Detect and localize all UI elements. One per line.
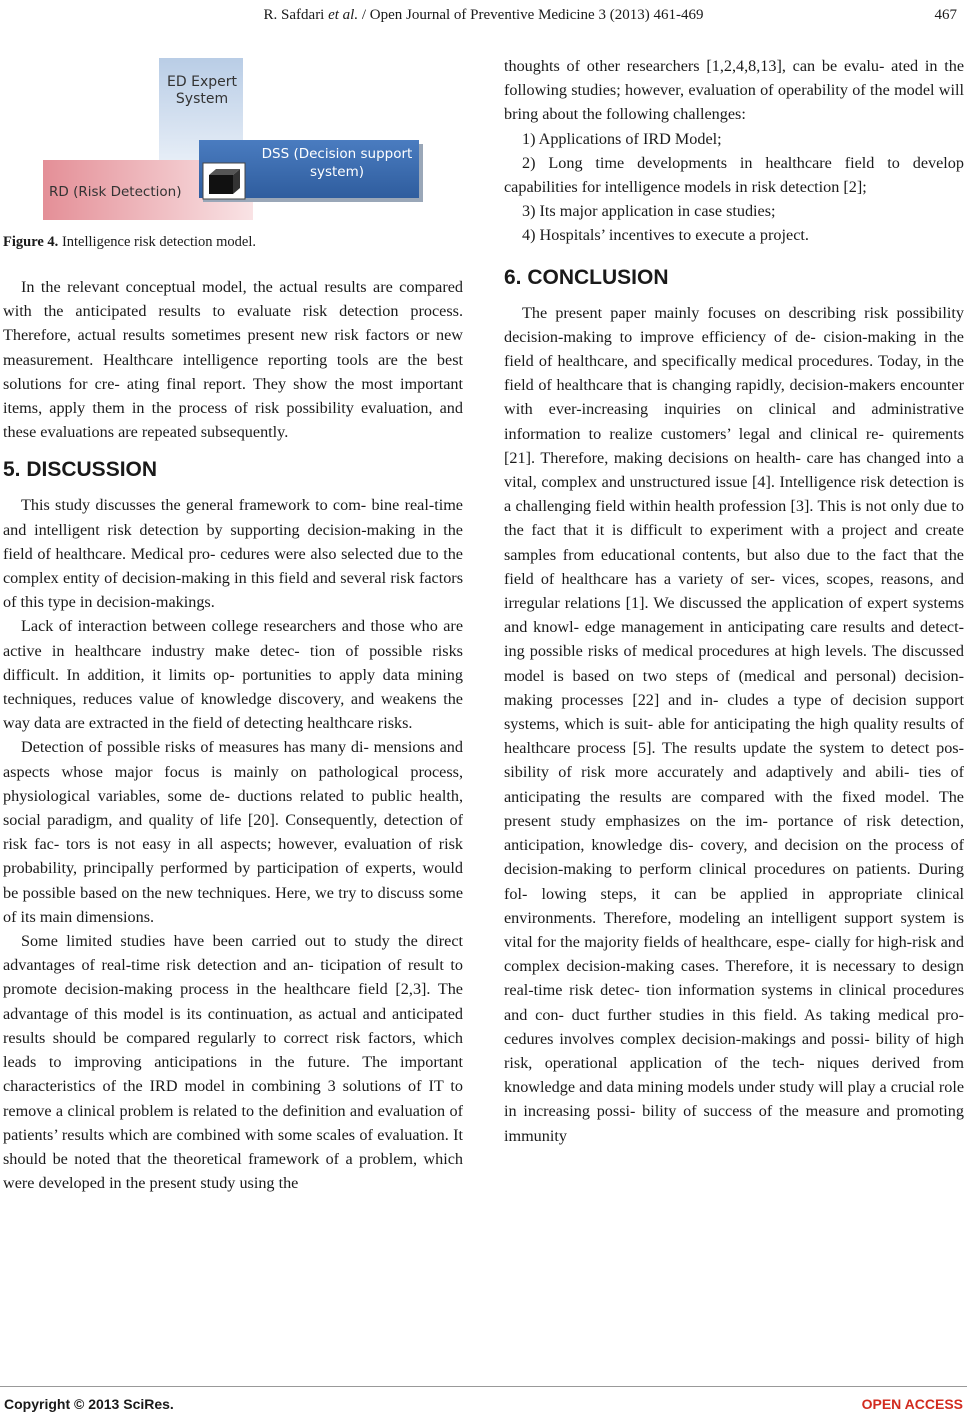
challenge-item-2: 2) Long time developments in healthcare field to develop capabilities for intelligence models in risk detection [2]; xyxy=(504,153,964,197)
dss-label-line2: system) xyxy=(309,164,365,180)
ed-label-line2: System xyxy=(175,91,229,107)
discussion-paragraph-1: This study discusses the general framework to com- bine real-time and intelligent risk detection by supporting decision-making in the field of healthcare. Medical pro- cedures were also selected due to the complex entity of decision-making in this field and several risk factors of this type in decision-makings. xyxy=(3,496,463,612)
cube-icon xyxy=(209,169,240,194)
dss-label-line1: DSS (Decision support xyxy=(261,146,413,162)
discussion-heading: 5. DISCUSSION xyxy=(3,458,158,482)
intro-paragraph: In the relevant conceptual model, the actual results are compared with the anticipated results to evaluate risk detection process. Therefore, actual results sometimes present new risk factors or new measurement. Healthcare intelligence reporting tools are the best solutions for cre- ating final report. They show the most important items, apply them in the process of risk possibility evaluation, and these evaluations are repeated subsequently. xyxy=(3,278,463,442)
journal-citation xyxy=(0,5,967,25)
ed-label-line1: ED Expert xyxy=(167,74,237,90)
challenge-item-4: 4) Hospitals’ incentives to execute a project. xyxy=(522,226,809,245)
discussion-paragraph-3: Detection of possible risks of measures has many di- mensions and aspects whose major focus is mainly on pathological process, physiological variables, some de- ductions related to public health, social paradigm, and quality of life [20]. Consequently, detection of risk fac- tors is not easy in all aspects; however, evaluation of risk probability, principally performed by participation of experts, would be possible based on the new techniques. Here, we try to discuss some of its main dimensions. xyxy=(3,738,463,926)
discussion-paragraph-4: Some limited studies have been carried out to study the direct advantages of real-time risk detection and an- ticipation of result to promote decision-making process in the healthcare field [2,3]. The advantage of this model is its continuation, as actual and anticipated results should be compared regularly to correct risk factors, which leads to improving anticipations in the future. The important characteristics of the IRD model in combining 3 solutions of IT to remove a clinical problem is related to the definition and evaluation of patients’ results which are combined with some scales of evaluation. It should be noted that the theoretical framework of a problem, which were developed in the present study using the xyxy=(3,932,463,1193)
risk-detection-model-diagram xyxy=(39,58,429,224)
figure-4 xyxy=(3,54,463,232)
discussion-paragraph-2: Lack of interaction between college researchers and those who are active in healthcare industry make detec- tion of possible risks difficult. In addition, it limits op- portunities to apply data mining techniques, reduces value of knowledge discovery, and weakens the way data are extracted in the field of detecting healthcare risks. xyxy=(3,617,463,733)
conclusion-paragraph: The present paper mainly focuses on describing risk possibility decision-making to improve efficiency of de- cision-making in the field of healthcare, and specifically medical procedures. Today, in the field of healthcare that is changing rapidly, decision-makers encounter with ever-increasing inquiries on clinical and administrative information to realize customers’ legal and clinical re- quirements [21]. Therefore, making decisions on health- care has changed into a vital, complex and unstructured issue [4]. Intelligence risk detection is a challenging field within health profession [3]. This is not only due to the fact that it is difficult to experiment with a project and create samples from educational contents, but also due to the fact that the field of healthcare has a variety of ser- vices, scopes, reasons, and irregular relations [1]. We discussed the application of expert systems and knowl- edge management in anticipating care results and detect- ing possible risks of medical procedures at high levels. The discussed model is based on two steps of (medical and personal) decision-making processes [22] and in- cludes a type of decision support systems, which is suit- able for anticipating the high quality results of healthcare process [5]. The results update the system to detect pos- sibility of risk more accurately and adaptively and abili- ties of anticipating the results are compared with the fixed model. The present study emphasizes on the im- portance of risk detection, anticipation, knowledge dis- covery, and decision on the process of decision-making to perform clinical procedures on patients. During fol- lowing steps, it can be applied in appropriate clinical environments. Therefore, modeling an intelligent support system is vital for the majority fields of healthcare, espe- cially for high-risk and complex decision-making cases. Therefore, it is necessary to design real-time risk detec- tion information systems in clinical procedures and con- duct further studies in this field. As taking medical pro- cedures involves complex decision-makings and possi- bility of high risk, operational application of the tech- niques derived from knowledge and data mining models under study will play a crucial role in increasing possi- bility of success of the measure and promoting immunity xyxy=(504,303,964,1145)
figure-label: Figure 4. xyxy=(3,234,59,250)
figure-caption xyxy=(3,232,463,252)
header-journal: / Open Journal of Preventive Medicine 3 (2013) 461-469 xyxy=(358,7,704,23)
copyright-notice: Copyright © 2013 SciRes. xyxy=(4,1396,174,1412)
header-author: R. Safdari xyxy=(263,7,325,23)
footer-divider xyxy=(0,1386,967,1387)
challenge-item-3: 3) Its major application in case studies; xyxy=(522,202,776,221)
figure-caption-text: Intelligence risk detection model. xyxy=(58,234,257,250)
right-column xyxy=(504,54,964,1148)
left-column xyxy=(3,54,463,1195)
open-access-label: OPEN ACCESS xyxy=(861,1396,963,1412)
challenge-item-1: 1) Applications of IRD Model; xyxy=(522,129,722,148)
continued-paragraph: thoughts of other researchers [1,2,4,8,13], can be evalu- ated in the following studies; however, evaluation of operability of the model will bring about the following challenges: xyxy=(504,57,964,124)
conclusion-heading: 6. CONCLUSION xyxy=(504,265,669,289)
rd-label: RD (Risk Detection) xyxy=(49,184,182,200)
header-etal: et al. xyxy=(328,7,359,23)
page-number: 467 xyxy=(934,7,957,23)
running-header xyxy=(0,5,967,25)
